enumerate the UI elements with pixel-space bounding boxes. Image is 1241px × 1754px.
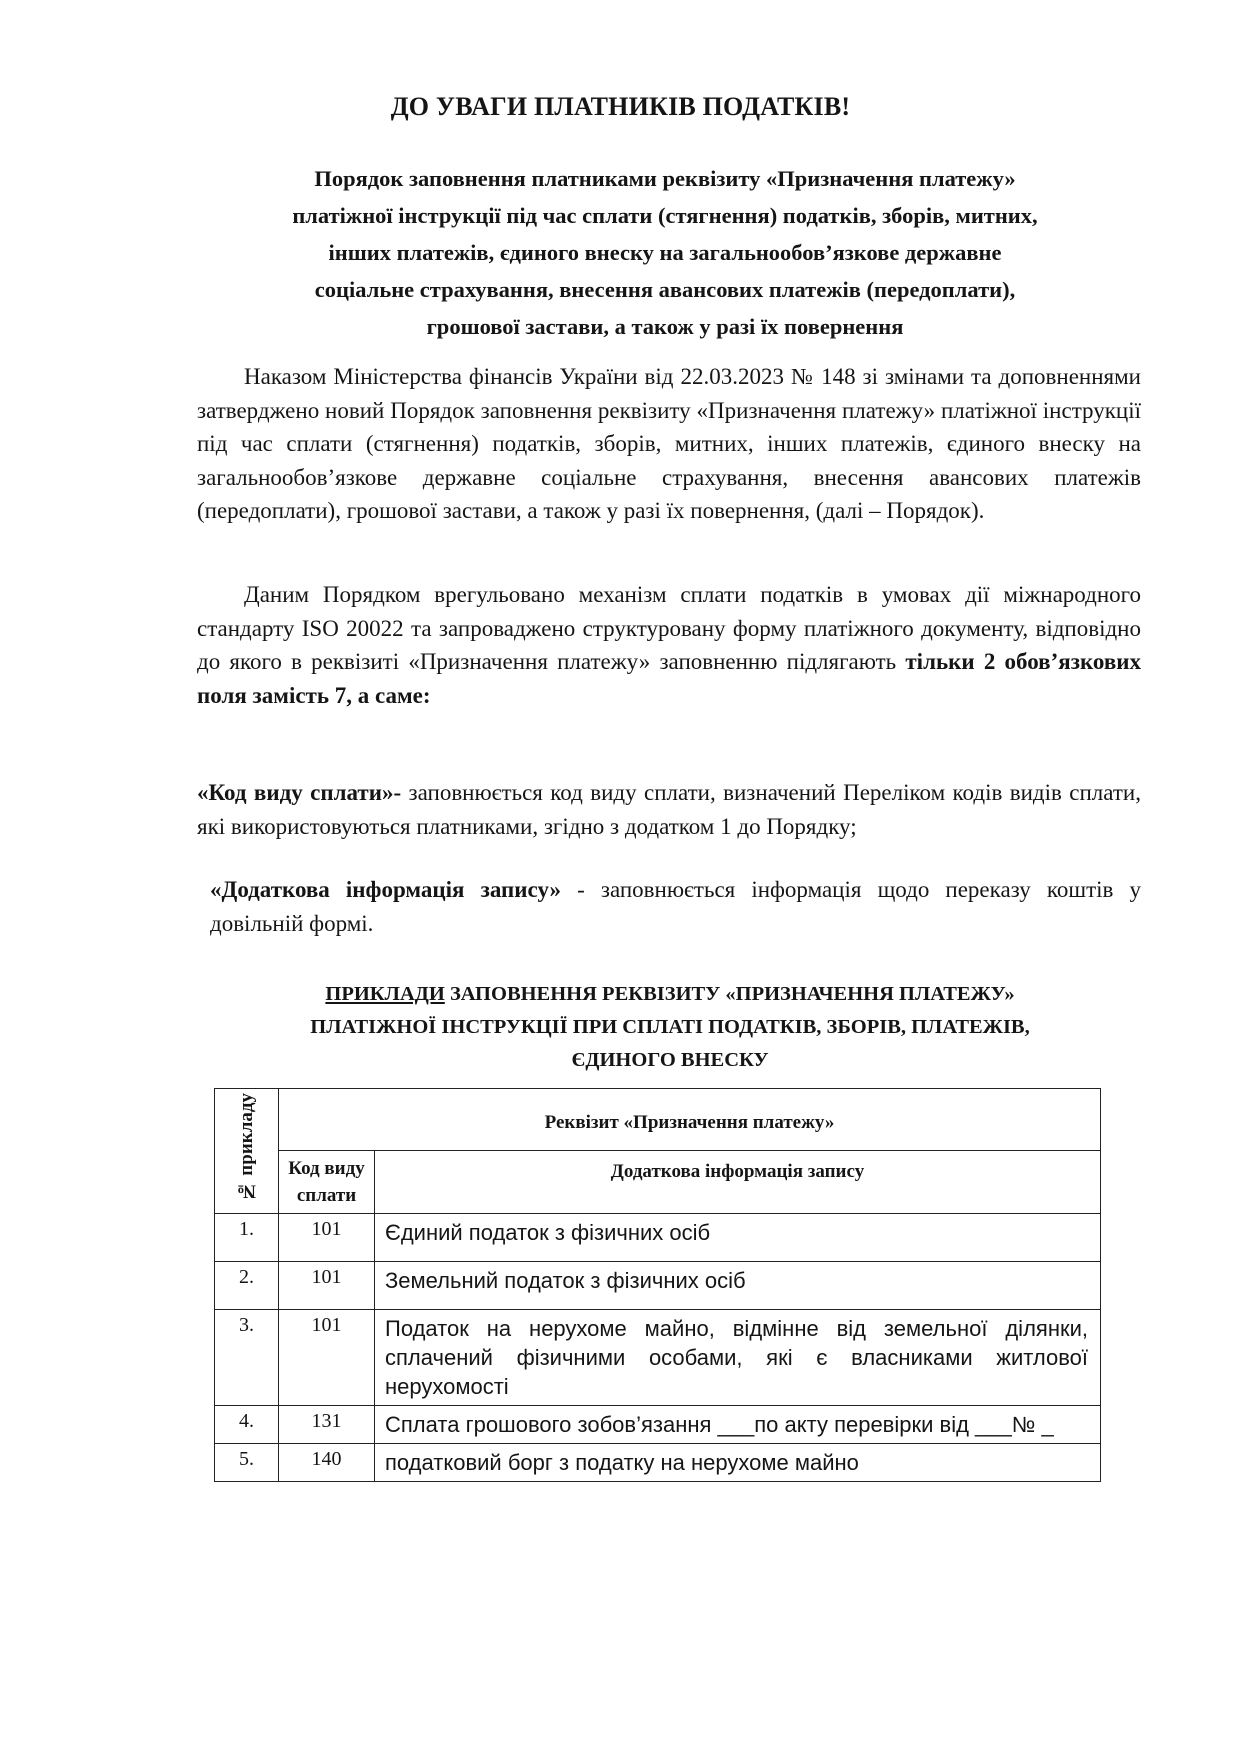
subtitle-line: соціальне страхування, внесення авансових платежів (передоплати), — [314, 277, 1016, 302]
row-code: 131 — [279, 1406, 375, 1444]
page-title: ДО УВАГИ ПЛАТНИКІВ ПОДАТКІВ! — [390, 92, 851, 121]
procedure-text: Даним Порядком врегульовано механізм сплати податків в умовах дії міжнародного стандарту ISO 20022 та запроваджено структуровану форму платіжного документу, відповідно до якого в реквізиті «Призначення платежу» заповненню підлягають — [197, 582, 1141, 674]
row-info: Податок на нерухоме майно, відмінне від земельної ділянки, сплачений фізичними особами, які є власниками житлової нерухомості — [375, 1310, 1101, 1406]
row-number: 3. — [215, 1310, 279, 1406]
row-info: Єдиний податок з фізичних осіб — [375, 1214, 1101, 1262]
field-info-label: «Додаткова інформація запису» — [210, 877, 562, 902]
row-number: 2. — [215, 1262, 279, 1310]
column-header-number: № прикладу — [215, 1089, 279, 1214]
row-number: 1. — [215, 1214, 279, 1262]
table-row — [215, 1310, 1101, 1406]
column-group-header: Реквізит «Призначення платежу» — [279, 1089, 1101, 1151]
examples-heading-line — [230, 978, 1110, 1011]
subtitle-line: Порядок заповнення платниками реквізиту «Призначення платежу» — [314, 166, 1016, 191]
examples-heading-line: ЄДИНОГО ВНЕСКУ — [571, 1049, 769, 1071]
field-code-text: заповнюється код виду сплати, визначений Переліком кодів видів сплати, які використовуються платниками, згідно з додатком 1 до Порядку; — [197, 780, 1141, 839]
subtitle-line: інших платежів, єдиного внеску на загальнообов’язкове державне — [328, 240, 1002, 265]
document-subtitle — [205, 160, 1125, 345]
column-header-code: Код виду сплати — [279, 1151, 375, 1214]
procedure-paragraph — [197, 578, 1141, 712]
row-code: 101 — [279, 1214, 375, 1262]
field-code-paragraph — [197, 776, 1141, 843]
row-number: 5. — [215, 1444, 279, 1482]
examples-heading-rest: ЗАПОВНЕННЯ РЕКВІЗИТУ «ПРИЗНАЧЕННЯ ПЛАТЕЖУ» — [444, 983, 1015, 1005]
row-code: 140 — [279, 1444, 375, 1482]
table-row — [215, 1214, 1101, 1262]
examples-heading-underlined: ПРИКЛАДИ — [325, 983, 445, 1005]
row-number: 4. — [215, 1406, 279, 1444]
row-code: 101 — [279, 1310, 375, 1406]
intro-paragraph: Наказом Міністерства фінансів України від 22.03.2023 № 148 зі змінами та доповненнями затверджено новий Порядок заповнення реквізиту «Призначення платежу» платіжної інструкції під час сплати (стягнення) податків, зборів, митних, інших платежів, єдиного внеску на загальнообов’язкове державне соціальне страхування, внесення авансових платежів (передоплати), грошової застави, а також у разі їх повернення, (далі – Порядок). — [197, 364, 1141, 523]
table-row — [215, 1262, 1101, 1310]
field-info-text: - заповнюється інформація щодо переказу коштів у довільній формі. — [210, 877, 1141, 936]
table-row — [215, 1444, 1101, 1482]
field-info-paragraph — [210, 873, 1141, 940]
examples-heading-line: ПЛАТІЖНОЇ ІНСТРУКЦІЇ ПРИ СПЛАТІ ПОДАТКІВ, ЗБОРІВ, ПЛАТЕЖІВ, — [310, 1016, 1030, 1038]
row-info: Земельний податок з фізичних осіб — [375, 1262, 1101, 1310]
row-info: податковий борг з податку на нерухоме майно — [375, 1444, 1101, 1482]
table-row — [215, 1406, 1101, 1444]
field-code-label: «Код виду сплати»- — [197, 780, 402, 805]
procedure-emphasis: тільки 2 обов’язкових поля замість 7, а саме: — [197, 649, 1141, 708]
column-header-info: Додаткова інформація запису — [375, 1151, 1101, 1214]
row-info: Сплата грошового зобов’язання ___по акту перевірки від ___№ _ — [375, 1406, 1101, 1444]
subtitle-line: платіжної інструкції під час сплати (стягнення) податків, зборів, митних, — [292, 203, 1038, 228]
examples-table — [214, 1088, 1101, 1482]
row-code: 101 — [279, 1262, 375, 1310]
examples-heading — [230, 978, 1110, 1077]
subtitle-line: грошової застави, а також у разі їх повернення — [426, 314, 904, 339]
